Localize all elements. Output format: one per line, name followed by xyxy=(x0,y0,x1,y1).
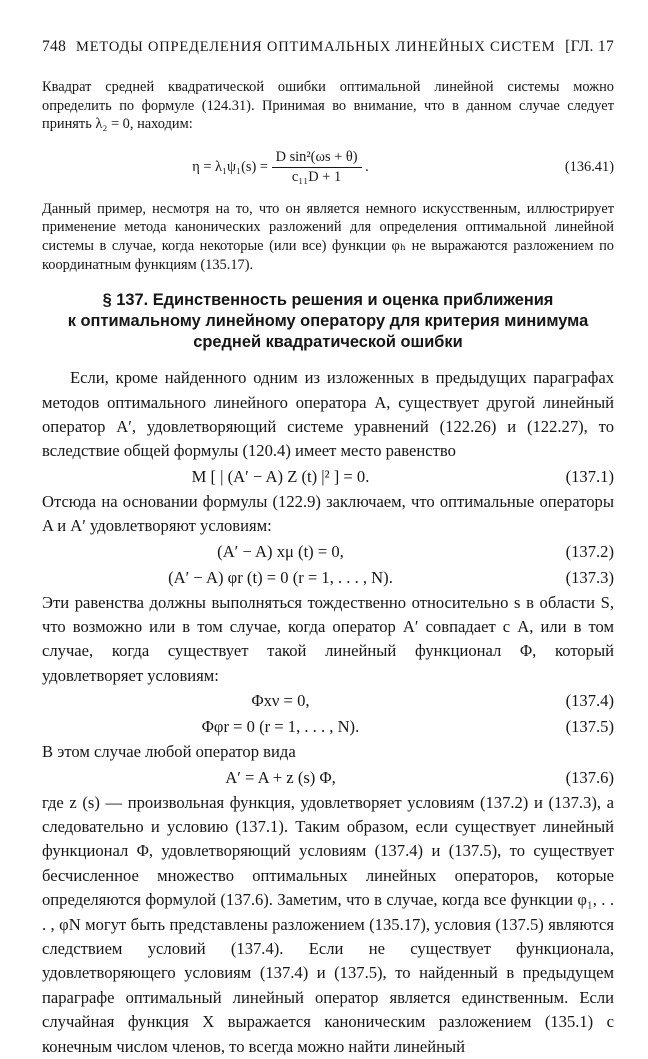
equation-137-1-number: (137.1) xyxy=(565,466,614,486)
equation-136-41-body xyxy=(42,149,519,186)
equation-136-41-lhs: η = λ₁ψ₁(s) = xyxy=(192,159,272,176)
equation-137-5 xyxy=(42,714,614,740)
equation-136-41-tail: . xyxy=(365,159,369,176)
equation-137-3 xyxy=(42,565,614,591)
section-heading-line-1: § 137. Единственность решения и оценка приближения xyxy=(102,291,554,310)
intro-paragraph-1: Квадрат средней квадратической ошибки оптимальной линейной системы можно определить по формуле (124.31). Принимая во внимание, что в данном случае следует принять λ₂ = 0, находим: xyxy=(42,79,614,133)
equation-137-2 xyxy=(42,539,614,565)
intro-paragraph-2: Данный пример, несмотря на то, что он является немного искусственным, иллюстрирует применение метода канонических разложений для определения оптимальной линейной системы в случае, когда некоторые (или все) функции φₕ не выражаются разложением по координатным функциям (135.17). xyxy=(42,200,614,273)
equation-137-1 xyxy=(42,464,614,490)
equation-137-6 xyxy=(42,765,614,791)
equation-137-6-number: (137.6) xyxy=(565,767,614,787)
equation-136-41-denominator: c₁₁D + 1 xyxy=(291,169,342,186)
running-title: МЕТОДЫ ОПРЕДЕЛЕНИЯ ОПТИМАЛЬНЫХ ЛИНЕЙНЫХ СИСТЕМ xyxy=(76,39,556,55)
page-number: 748 xyxy=(42,38,67,55)
equation-137-1-body: M [ | (A′ − A) Z (t) |² ] = 0. xyxy=(191,466,370,486)
equation-137-4 xyxy=(42,688,614,714)
equation-136-41-number: (136.41) xyxy=(564,159,614,176)
body-paragraph-2: Отсюда на основании формулы (122.9) заключаем, что оптимальные операторы A и A′ удовлетворяют условиям: xyxy=(42,491,614,536)
body-paragraph-1: Если, кроме найденного одним из изложенных в предыдущих параграфах методов оптимального линейного оператора A, существует другой линейный оператор A′, удовлетворяющий системе уравнений (122.26) и (122.27), то вследствие общей формулы (120.4) имеет место равенство xyxy=(42,368,614,461)
body-paragraph-4: В этом случае любой оператор вида xyxy=(42,742,296,762)
equation-137-3-number: (137.3) xyxy=(565,567,614,587)
equation-137-6-body: A′ = A + z (s) Φ, xyxy=(225,767,336,787)
equation-137-2-body: (A′ − A) xμ (t) = 0, xyxy=(217,541,344,561)
equation-137-4-body: Φxν = 0, xyxy=(251,691,310,711)
chapter-marker: [ГЛ. 17 xyxy=(565,38,614,55)
equation-137-5-body: Φφr = 0 (r = 1, . . . , N). xyxy=(201,717,360,737)
equation-137-2-number: (137.2) xyxy=(565,541,614,561)
body-paragraph-3: Эти равенства должны выполняться тождественно относительно s в области S, что возможно или в том случае, когда оператор A′ совпадает с A, или в том случае, когда существует такой линейный функционал Φ, который удовлетворяет условиям: xyxy=(42,592,614,685)
equation-137-5-number: (137.5) xyxy=(565,717,614,737)
equation-136-41-numerator: D sin²(ωs + θ) xyxy=(272,149,362,168)
section-heading-line-3: средней квадратической ошибки xyxy=(193,333,463,352)
section-heading-line-2: к оптимальному линейному оператору для критерия минимума xyxy=(67,312,589,331)
equation-137-4-number: (137.4) xyxy=(565,691,614,711)
section-heading xyxy=(42,290,614,353)
equation-137-3-body: (A′ − A) φr (t) = 0 (r = 1, . . . , N). xyxy=(168,567,393,587)
equation-136-41-fraction xyxy=(272,149,362,186)
equation-136-41 xyxy=(42,140,614,196)
running-head xyxy=(42,38,614,64)
body-paragraph-5: где z (s) — произвольная функция, удовлетворяет условиям (137.2) и (137.3), а следовательно и условию (137.1). Таким образом, если существует линейный функционал Φ, удовлетворяющий условиям (137.4) и (137.5), то существует бесчисленное множество оптимальных линейных операторов, которые определяются формулой (137.6). Заметим, что в случае, когда все функции φ₁, . . . , φN могут быть представлены разложением (135.17), условия (137.5) являются следствием условий (137.4). Если не существует функционала, удовлетворяющего условиям (137.4) и (137.5), то найденный в предыдущем параграфе оптимальный линейный оператор является единственным. Если случайная функция X выражается каноническим разложением (135.1) с конечным числом членов, то всегда можно найти линейный xyxy=(42,792,614,1056)
